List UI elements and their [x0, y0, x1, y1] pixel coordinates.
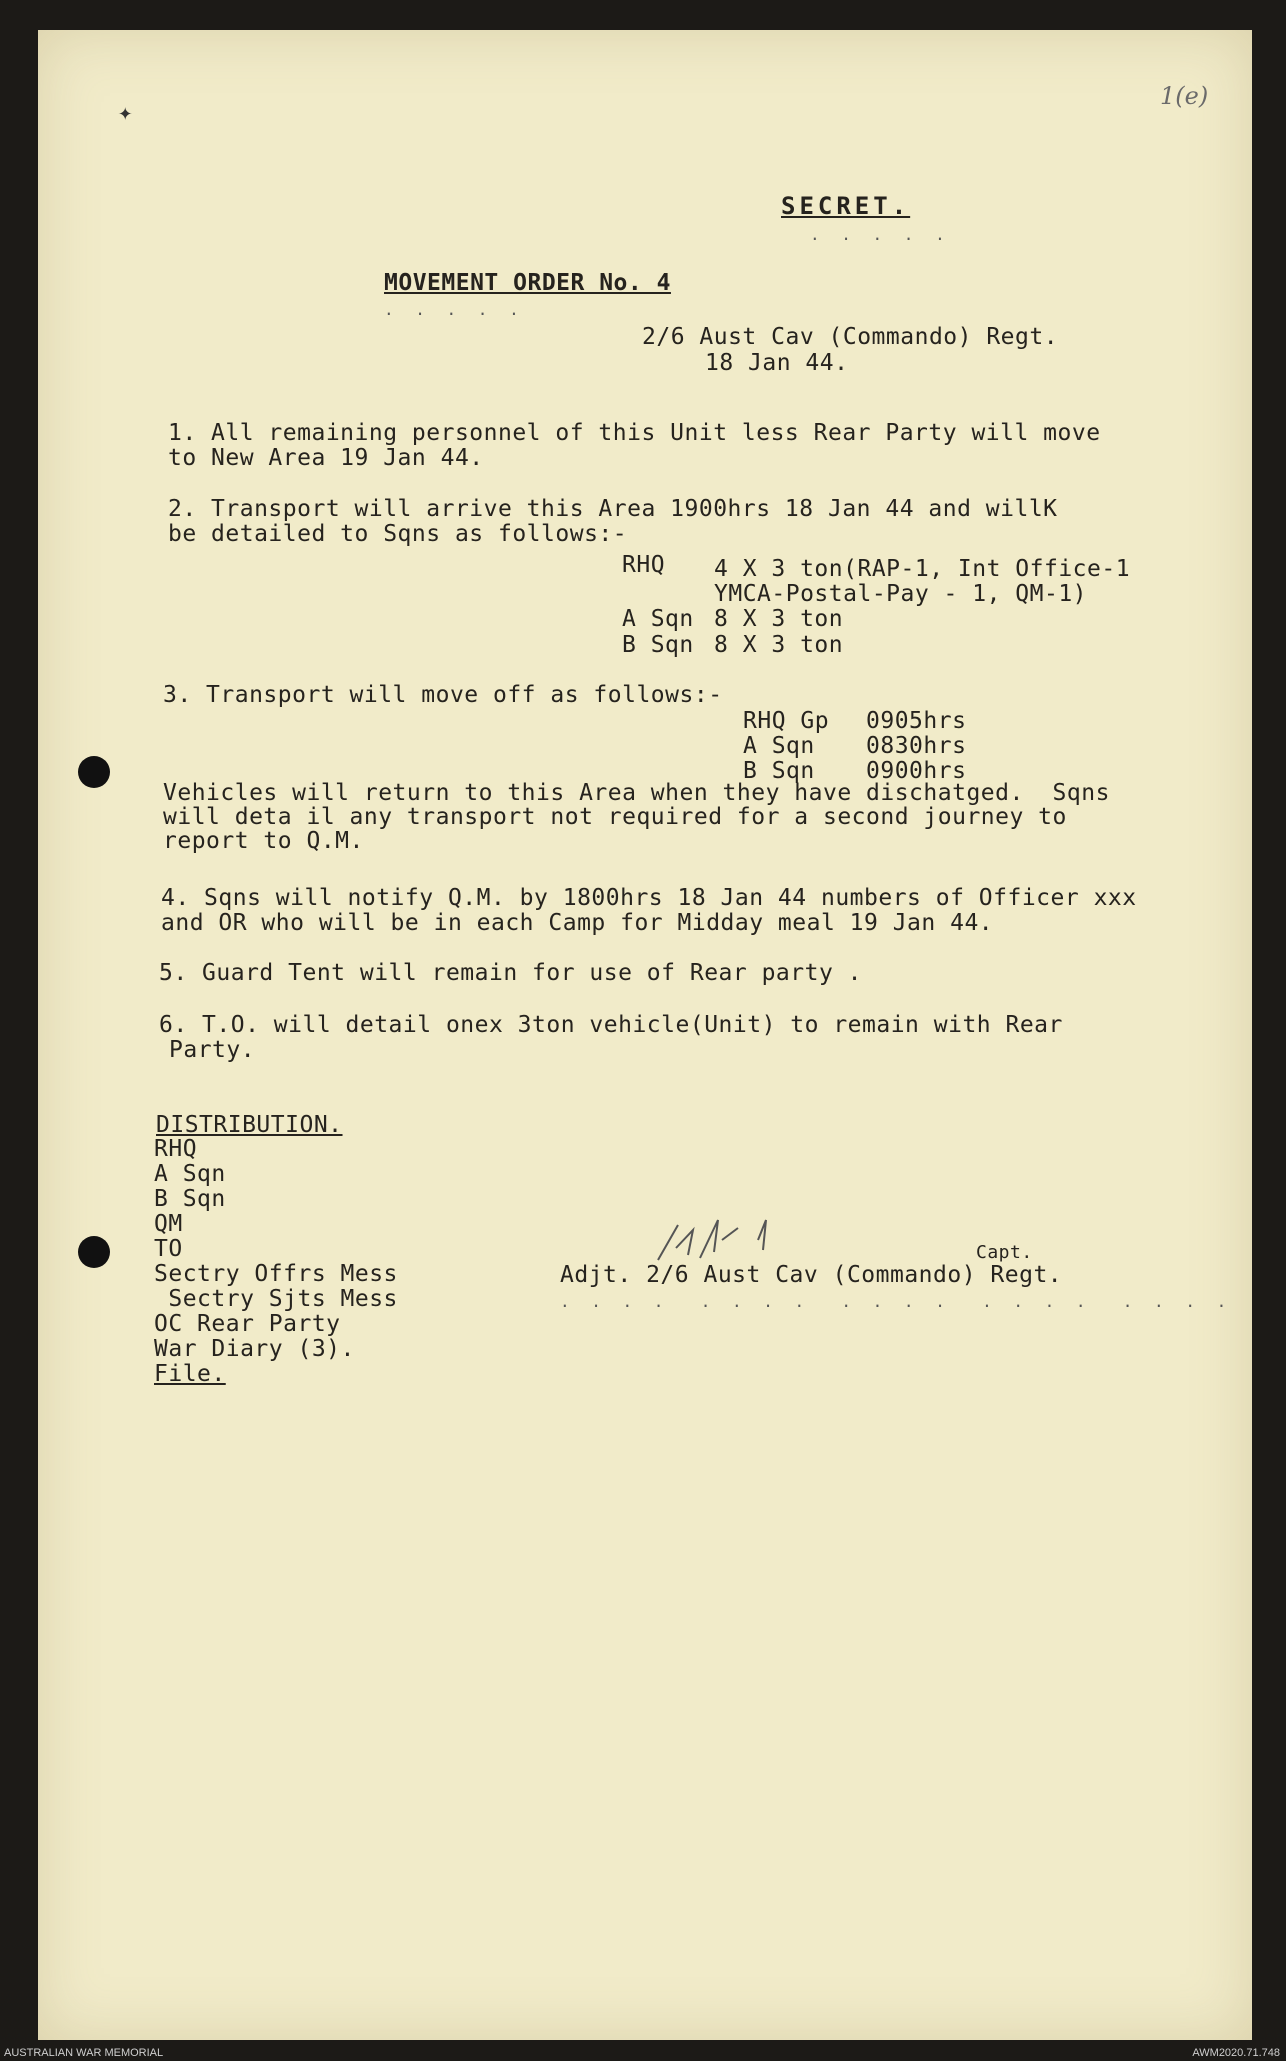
unit-name: 2/6 Aust Cav (Commando) Regt. — [642, 324, 1059, 350]
para-2-line-1: 2. Transport will arrive this Area 1900hrs 18 Jan 44 and willK — [168, 496, 1058, 522]
para-4-line-2: and OR who will be in each Camp for Midday meal 19 Jan 44. — [161, 910, 994, 936]
transport-row-rhq-unit: RHQ — [622, 552, 666, 578]
signature-rank: Capt. — [976, 1242, 1033, 1263]
transport-row-rhq-detail: YMCA-Postal-Pay - 1, QM-1) — [714, 581, 1088, 607]
movement-row-rhq-unit: RHQ Gp — [743, 708, 830, 734]
transport-row-rhq-allocation: 4 X 3 ton(RAP-1, Int Office-1 — [714, 556, 1131, 582]
dot-row: . . . . . . . . . . . . . . . . . . . . — [560, 1292, 1233, 1311]
distribution-item: OC Rear Party — [154, 1311, 341, 1337]
distribution-item: TO — [154, 1236, 183, 1262]
dot-row: . . . . . — [384, 300, 525, 319]
para-6-line-2: Party. — [169, 1037, 256, 1063]
distribution-heading: DISTRIBUTION. — [156, 1112, 343, 1138]
movement-row-a-time: 0830hrs — [866, 733, 967, 759]
distribution-item: A Sqn — [154, 1161, 226, 1187]
para-6-line-1: 6. T.O. will detail onex 3ton vehicle(Unit) to remain with Rear — [159, 1012, 1063, 1038]
transport-row-b-allocation: 8 X 3 ton — [714, 632, 844, 658]
distribution-item: War Diary (3). — [154, 1336, 355, 1362]
para-1-line-1: 1. All remaining personnel of this Unit less Rear Party will move — [168, 420, 1101, 446]
transport-row-a-allocation: 8 X 3 ton — [714, 606, 844, 632]
document-title: MOVEMENT ORDER No. 4 — [384, 270, 671, 296]
footer-left: AUSTRALIAN WAR MEMORIAL — [4, 2047, 164, 2059]
transport-row-a-unit: A Sqn — [622, 606, 694, 632]
classification-heading: SECRET. — [781, 192, 911, 220]
para-2-line-2: be detailed to Sqns as follows:- — [168, 521, 628, 547]
punch-hole — [78, 756, 110, 788]
distribution-item: B Sqn — [154, 1186, 226, 1212]
distribution-item: QM — [154, 1211, 183, 1237]
movement-row-a-unit: A Sqn — [743, 733, 815, 759]
para-3b-line-3: report to Q.M. — [163, 828, 364, 854]
para-4-line-1: 4. Sqns will notify Q.M. by 1800hrs 18 Jan 44 numbers of Officer xxx — [161, 885, 1137, 911]
signature-block: Adjt. 2/6 Aust Cav (Commando) Regt. — [560, 1262, 1063, 1288]
footer-right: AWM2020.71.748 — [1192, 2047, 1280, 2059]
signature-icon — [648, 1210, 828, 1270]
distribution-item: RHQ — [154, 1136, 198, 1162]
transport-row-b-unit: B Sqn — [622, 632, 694, 658]
para-3b-line-2: will deta il any transport not required for a second journey to — [163, 804, 1067, 830]
punch-hole — [78, 1236, 110, 1268]
document-date: 18 Jan 44. — [705, 350, 849, 376]
movement-row-b-unit: B Sqn — [743, 758, 815, 784]
para-1-line-2: to New Area 19 Jan 44. — [168, 445, 484, 471]
movement-row-rhq-time: 0905hrs — [866, 708, 967, 734]
para-3b-line-1: Vehicles will return to this Area when they have dischatged. Sqns — [163, 780, 1110, 806]
document-page — [38, 30, 1252, 2040]
dot-row: . . . . . — [810, 225, 951, 244]
page-number: 1(e) — [1160, 82, 1209, 110]
para-5: 5. Guard Tent will remain for use of Rear party . — [159, 960, 863, 986]
distribution-item: Sectry Sjts Mess — [154, 1286, 398, 1312]
para-3-line-1: 3. Transport will move off as follows:- — [163, 682, 723, 708]
tear-mark-icon: ✦ — [118, 98, 133, 126]
movement-row-b-time: 0900hrs — [866, 758, 967, 784]
distribution-item: Sectry Offrs Mess — [154, 1261, 398, 1287]
distribution-item: File. — [154, 1361, 226, 1387]
